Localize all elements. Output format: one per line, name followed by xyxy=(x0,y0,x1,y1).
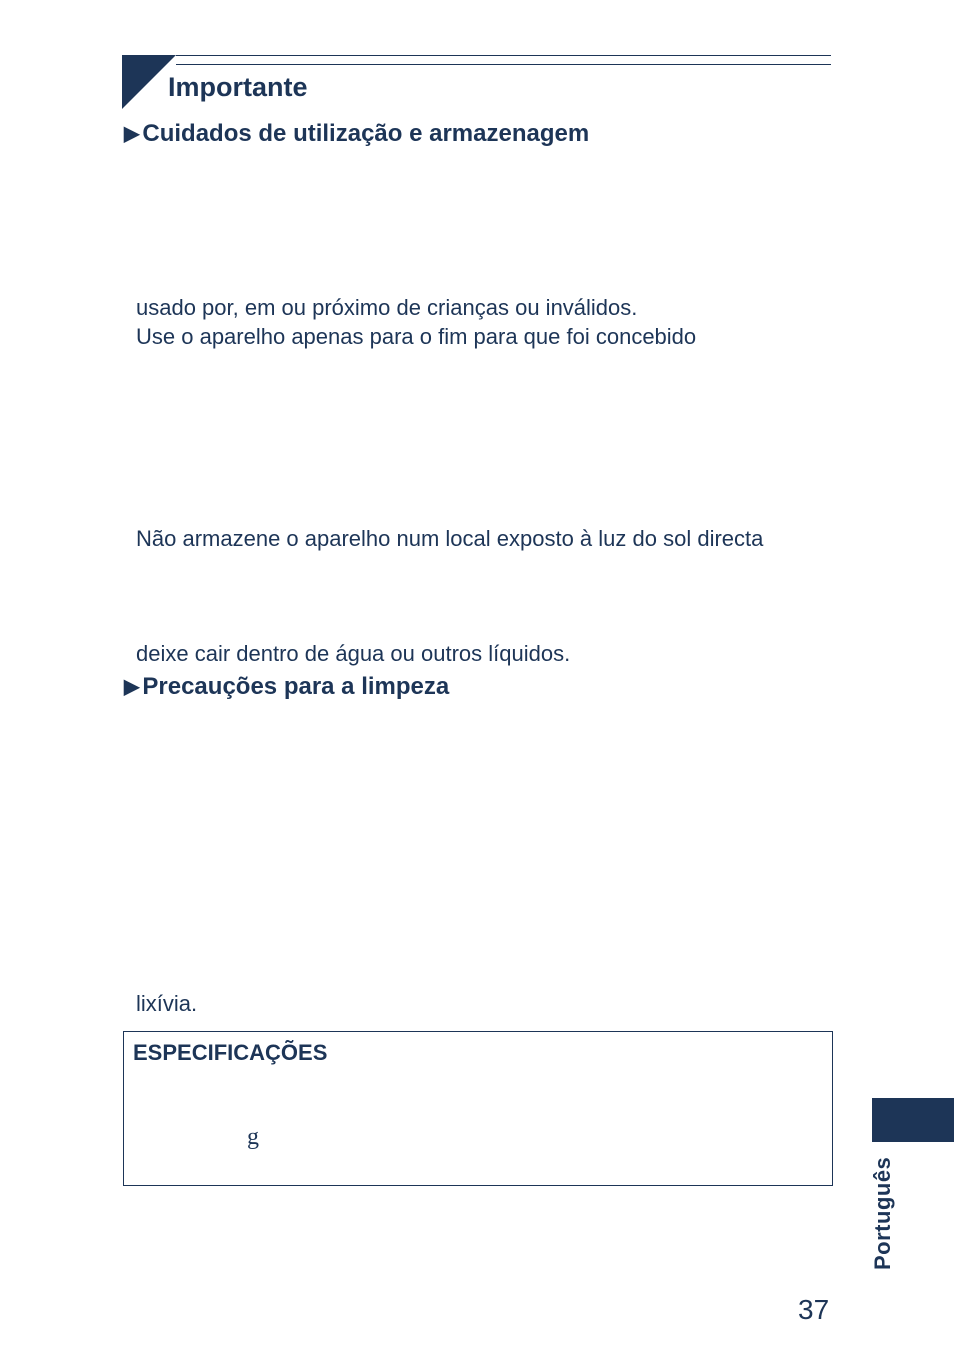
header-rule-top xyxy=(176,55,831,56)
section-heading-care xyxy=(124,119,589,149)
section-heading-care-label: Cuidados de utilização e armazenagem xyxy=(142,120,590,147)
page-number: 37 xyxy=(798,1294,830,1325)
specifications-unit: g xyxy=(247,1124,259,1150)
paragraph-line: Use o aparelho apenas para o fim para que foi concebido xyxy=(136,324,697,349)
section-heading-cleaning-label: Precauções para a limpeza xyxy=(142,673,450,700)
specifications-box xyxy=(123,1031,833,1186)
section-heading-cleaning xyxy=(124,672,449,702)
triangle-right-icon: ▶ xyxy=(124,676,140,698)
language-tab xyxy=(872,1098,954,1142)
paragraph-line: lixívia. xyxy=(136,991,198,1016)
header-rule-bottom xyxy=(176,64,831,65)
page-title: Importante xyxy=(168,72,308,102)
specifications-title: ESPECIFICAÇÕES xyxy=(133,1040,328,1065)
paragraph-line: usado por, em ou próximo de crianças ou inválidos. xyxy=(136,295,638,320)
language-label: Português xyxy=(870,1156,895,1270)
paragraph-line: Não armazene o aparelho num local exposto à luz do sol directa xyxy=(136,526,764,551)
paragraph-line: deixe cair dentro de água ou outros líquidos. xyxy=(136,641,571,666)
triangle-right-icon: ▶ xyxy=(124,123,140,145)
